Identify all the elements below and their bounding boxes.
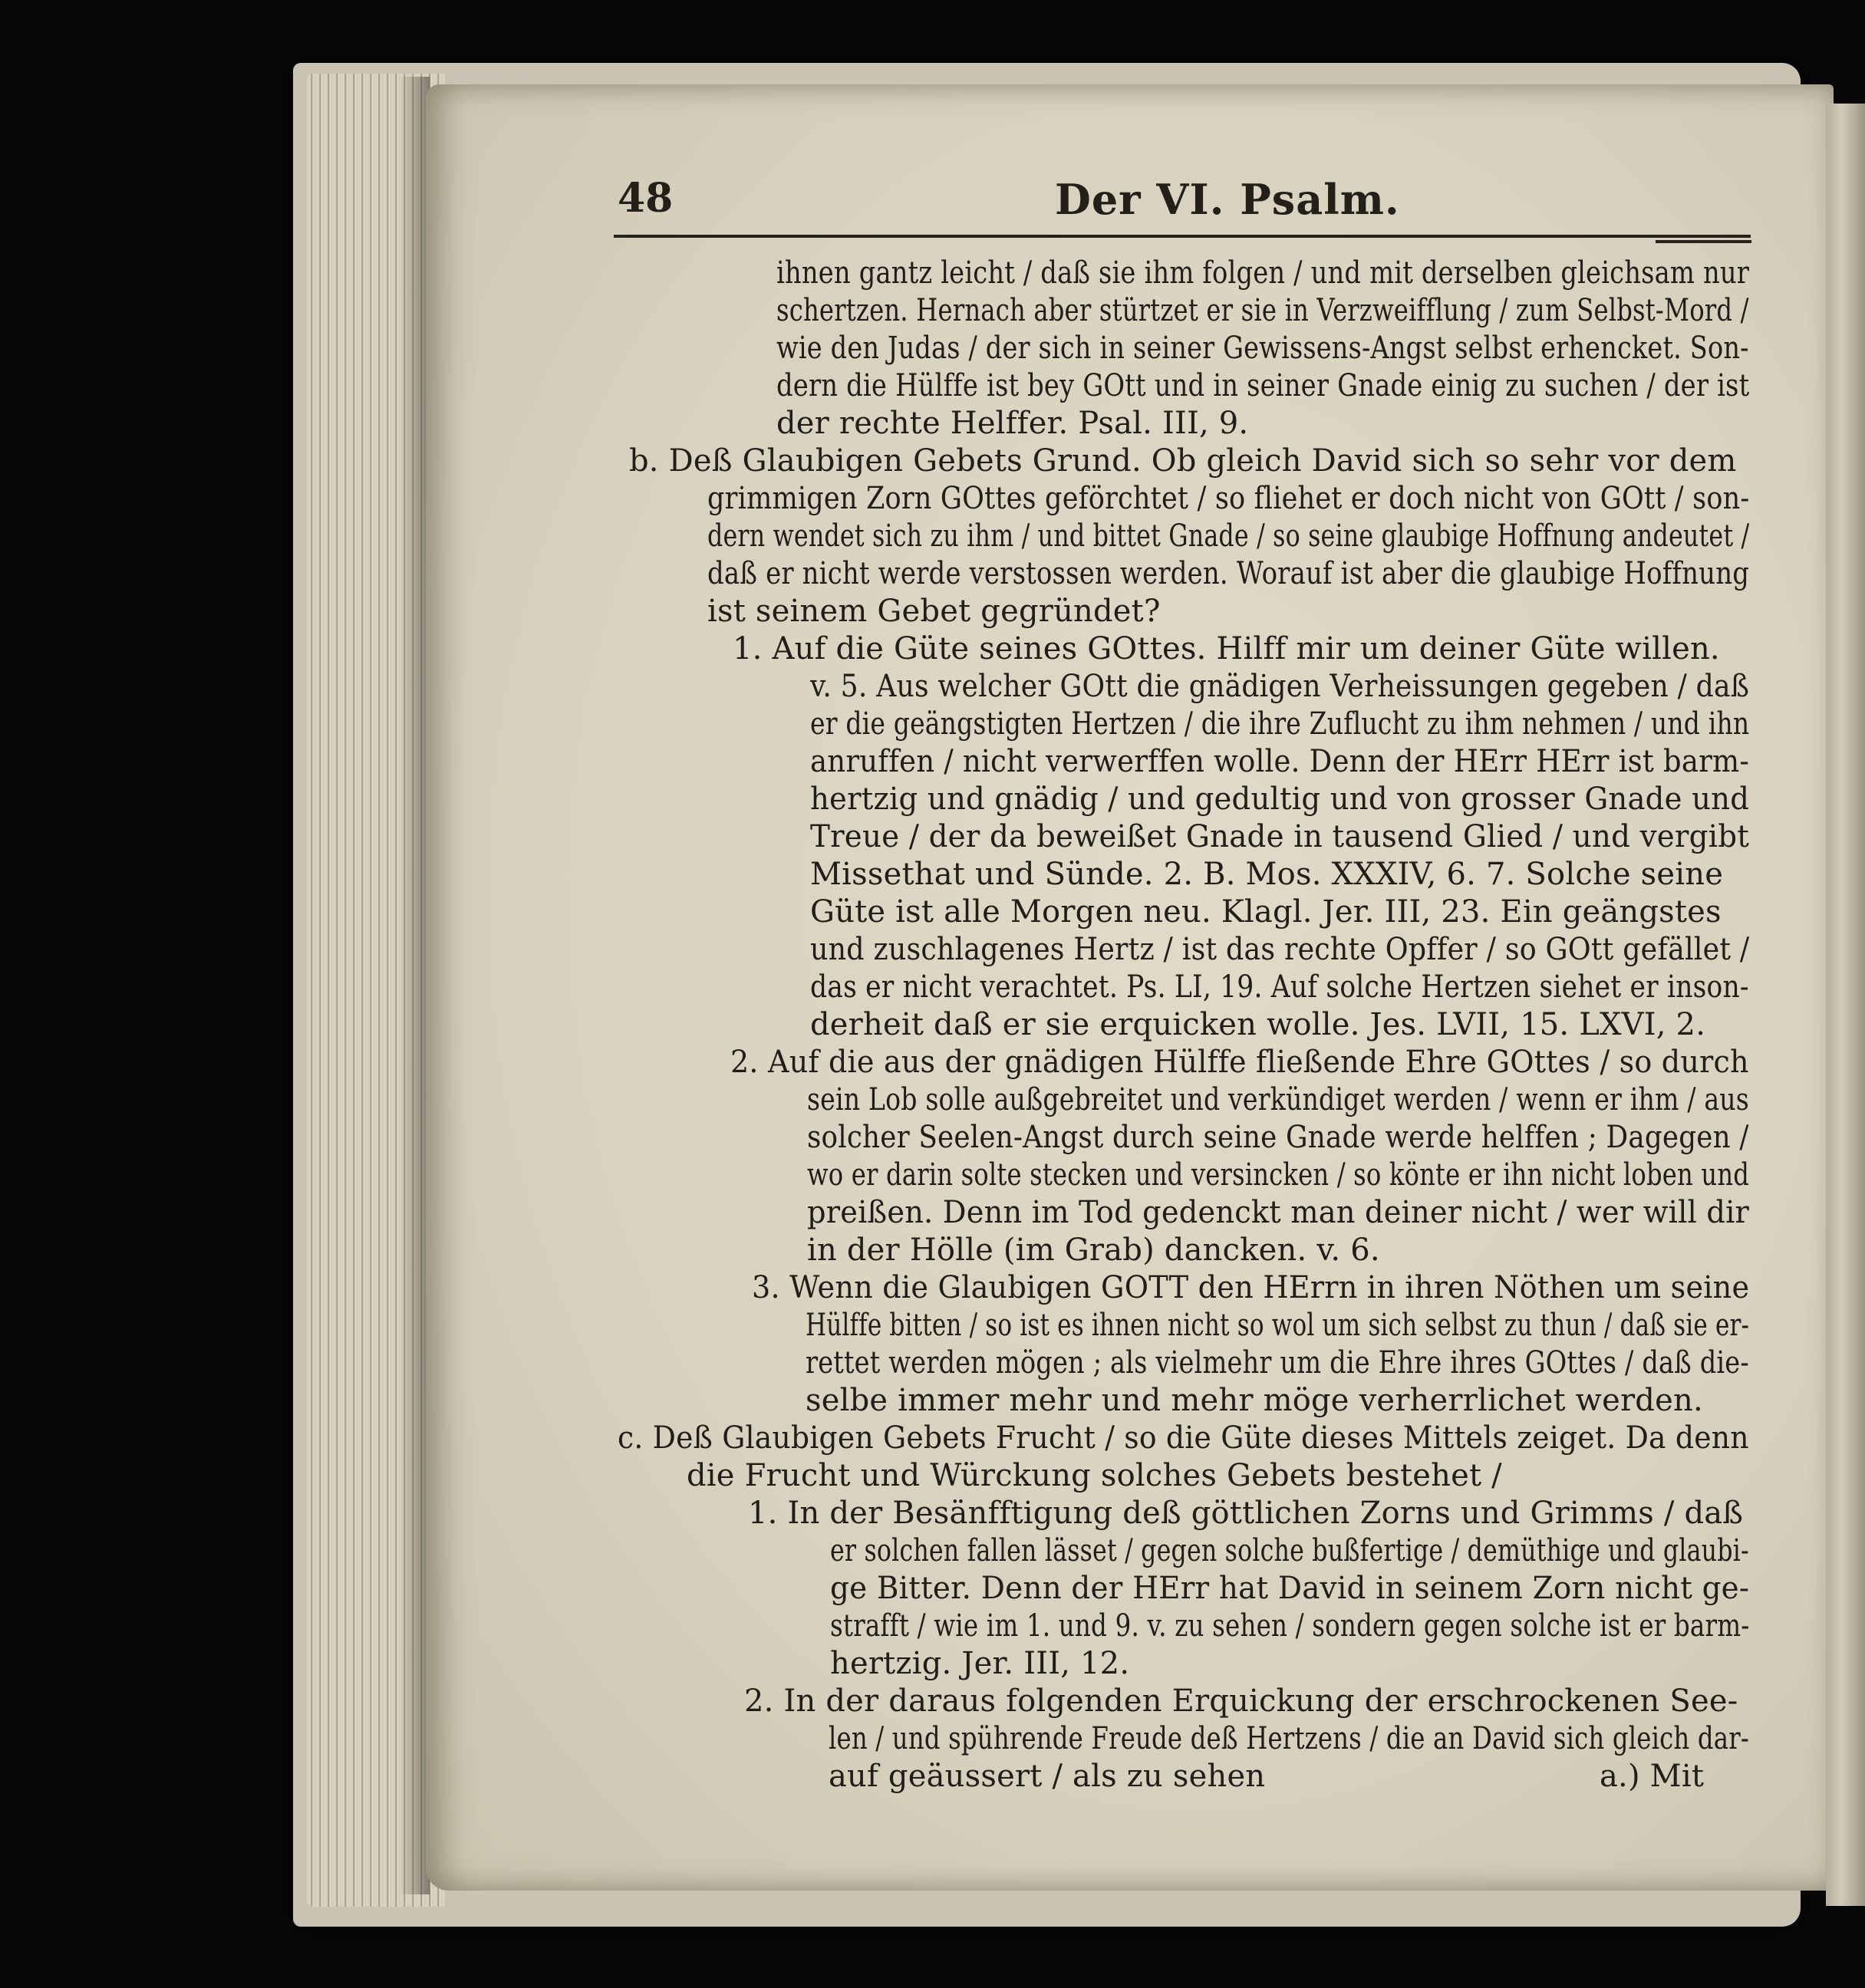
text-line: in der Hölle (im Grab) dancken. v. 6. bbox=[807, 1233, 1380, 1268]
list-item-heading: 2. In der daraus folgenden Erquickung der erschrockenen See- bbox=[744, 1684, 1738, 1719]
text-line: selbe immer mehr und mehr möge verherrlichet werden. bbox=[806, 1383, 1703, 1418]
text-line: hertzig und gnädig / und gedultig und von grosser Gnade und bbox=[810, 782, 1750, 817]
text-line: rettet werden mögen ; als vielmehr um die Ehre ihres GOttes / daß die- bbox=[806, 1345, 1749, 1381]
text-line: wo er darin solte stecken und versincken / so könte er ihn nicht loben und bbox=[807, 1157, 1750, 1193]
text-line: auf geäussert / als zu sehen bbox=[829, 1759, 1266, 1794]
text-line: sein Lob solle außgebreitet und verkündiget werden / wenn er ihm / aus bbox=[807, 1082, 1749, 1117]
page-number: 48 bbox=[618, 175, 674, 222]
text-line: ge Bitter. Denn der HErr hat David in seinem Zorn nicht ge- bbox=[830, 1571, 1750, 1606]
text-line: ihnen gantz leicht / daß sie ihm folgen / und mit derselben gleichsam nur bbox=[776, 255, 1750, 291]
text-line: schertzen. Hernach aber stürtzet er sie in Verzweifflung / zum Selbst-Mord / bbox=[776, 293, 1749, 328]
text-line: Treue / der da beweißet Gnade in tausend Glied / und vergibt bbox=[810, 819, 1750, 854]
text-line: das er nicht verachtet. Ps. LI, 19. Auf solche Hertzen siehet er inson- bbox=[810, 969, 1749, 1005]
list-item-heading: 1. In der Besänfftigung deß göttlichen Zorns und Grimms / daß bbox=[748, 1496, 1744, 1531]
text-line: der rechte Helffer. Psal. III, 9. bbox=[776, 406, 1249, 441]
text-line: er solchen fallen lässet / gegen solche bußfertige / demüthige und glaubi- bbox=[830, 1533, 1749, 1568]
list-item-heading: 1. Auf die Güte seines GOttes. Hilff mir um deiner Güte willen. bbox=[733, 631, 1720, 667]
text-line: grimmigen Zorn GOttes geförchtet / so fliehet er doch nicht von GOtt / son- bbox=[707, 481, 1750, 516]
list-item-heading: 3. Wenn die Glaubigen GOTT den HErrn in ihren Nöthen um seine bbox=[752, 1270, 1750, 1305]
text-line: v. 5. Aus welcher GOtt die gnädigen Verheissungen gegeben / daß bbox=[810, 669, 1750, 704]
catchword: a.) Mit bbox=[1600, 1759, 1705, 1794]
text-line: derheit daß er sie erquicken wolle. Jes. LVII, 15. LXVI, 2. bbox=[810, 1007, 1706, 1042]
text-line: preißen. Denn im Tod gedenckt man deiner nicht / wer will dir bbox=[807, 1195, 1750, 1230]
text-line: ist seinem Gebet gegründet? bbox=[707, 594, 1161, 629]
text-line: dern die Hülffe ist bey GOtt und in seiner Gnade einig zu suchen / der ist bbox=[776, 368, 1750, 403]
text-line: solcher Seelen-Angst durch seine Gnade werde helffen ; Dagegen / bbox=[807, 1120, 1749, 1155]
facing-page-edge bbox=[1826, 104, 1865, 1906]
section-heading: c. Deß Glaubigen Gebets Frucht / so die Güte dieses Mittels zeiget. Da denn bbox=[618, 1420, 1749, 1456]
running-title: Der VI. Psalm. bbox=[1055, 175, 1400, 224]
text-line: hertzig. Jer. III, 12. bbox=[830, 1646, 1130, 1681]
header-rule-end bbox=[1656, 240, 1751, 243]
text-line: Hülffe bitten / so ist es ihnen nicht so wol um sich selbst zu thun / daß sie er- bbox=[806, 1308, 1750, 1343]
text-line: die Frucht und Würckung solches Gebets bestehet / bbox=[687, 1458, 1502, 1493]
text-line: len / und spührende Freude deß Hertzens / die an David sich gleich dar- bbox=[829, 1721, 1749, 1756]
list-item-heading: 2. Auf die aus der gnädigen Hülffe fließende Ehre GOttes / so durch bbox=[730, 1045, 1749, 1080]
section-heading: b. Deß Glaubigen Gebets Grund. Ob gleich David sich so sehr vor dem bbox=[629, 443, 1737, 479]
text-line: Missethat und Sünde. 2. B. Mos. XXXIV, 6. 7. Solche seine bbox=[810, 857, 1724, 892]
text-line: daß er nicht werde verstossen werden. Worauf ist aber die glaubige Hoffnung bbox=[707, 556, 1750, 591]
text-line: anruffen / nicht verwerffen wolle. Denn der HErr HErr ist barm- bbox=[810, 744, 1750, 779]
text-line: er die geängstigten Hertzen / die ihre Zuflucht zu ihm nehmen / und ihn bbox=[810, 706, 1750, 742]
text-line: dern wendet sich zu ihm / und bittet Gnade / so seine glaubige Hoffnung andeutet / bbox=[707, 518, 1750, 554]
text-line: strafft / wie im 1. und 9. v. zu sehen / sondern gegen solche ist er barm- bbox=[830, 1608, 1750, 1644]
gutter-shadow bbox=[399, 77, 430, 1894]
text-line: und zuschlagenes Hertz / ist das rechte Opffer / so GOtt gefället / bbox=[810, 932, 1750, 967]
text-line: Güte ist alle Morgen neu. Klagl. Jer. III, 23. Ein geängstes bbox=[810, 894, 1722, 930]
header-rule bbox=[614, 235, 1751, 238]
text-line: wie den Judas / der sich in seiner Gewissens-Angst selbst erhencket. Son- bbox=[776, 331, 1749, 366]
